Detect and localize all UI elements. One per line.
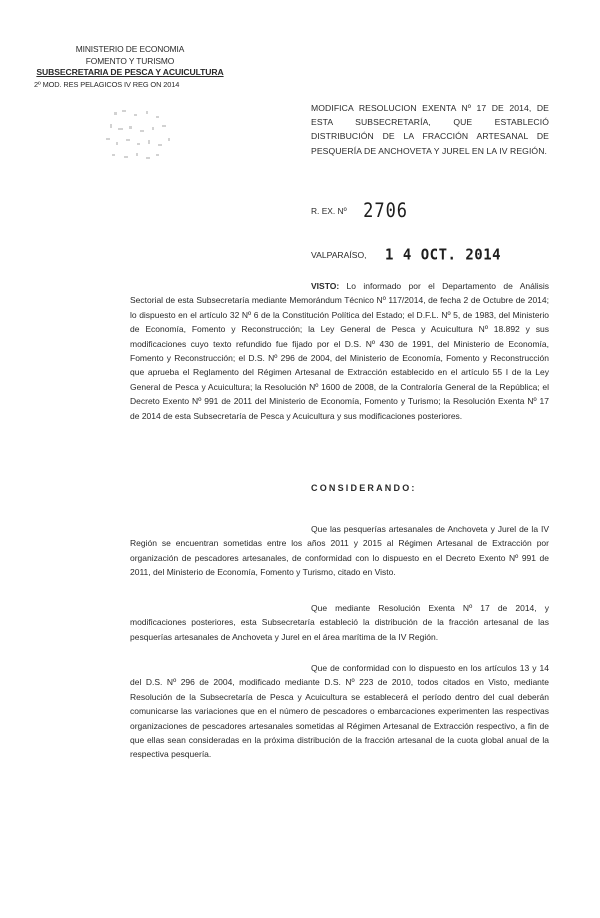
date-stamp: 1 4 OCT. 2014 xyxy=(385,245,502,264)
considerando-paragraph-3-text: Que de conformidad con lo dispuesto en los artículos 13 y 14 del D.S. Nº 296 de 2004, modificado mediante D.S. Nº 223 de 2010, todos citados en Visto, mediante Resolución de la Subsecretaría de Pesca y Acuicultura se establecerá el período dentro del cual deberán comunicarse las variaciones que en el número de pescadores o embarcaciones experimenten las respectivas organizaciones de pescadores artesanales sometidas al Régimen Artesanal de Extracción respectivo, a fin de que ellas sean consideradas en la próxima distribución de la fracción artesanal de la cuota global anual de la respectiva pesquería. xyxy=(130,663,549,760)
considerando-paragraph-2-text: Que mediante Resolución Exenta Nº 17 de 2014, y modificaciones posteriores, esta Subsecretaría estableció la distribución de la fracción artesanal de las pesquerías artesanales de Anchoveta y Jurel en el área marítima de la IV Región. xyxy=(130,603,549,642)
considerando-paragraph-3 xyxy=(130,661,549,762)
visto-label: VISTO: xyxy=(311,281,340,291)
place-date-line xyxy=(311,246,501,264)
resolution-number-label: R. EX. Nº xyxy=(311,206,347,216)
ministry-name: MINISTERIO DE ECONOMIA xyxy=(75,44,185,54)
considerando-paragraph-1-text: Que las pesquerías artesanales de Anchoveta y Jurel de la IV Región se encuentran sometidas entre los años 2011 y 2015 al Régimen Artesanal de Extracción por organización de pescadores artesanales, de conformidad con lo dispuesto en el Decreto Exento Nº 991 de 2011, del Ministerio de Economía, Fomento y Turismo, citado en Visto. xyxy=(130,524,549,578)
ministry-subtitle: FOMENTO Y TURISMO xyxy=(85,55,175,66)
letterhead xyxy=(30,44,230,90)
resolution-subject: MODIFICA RESOLUCION EXENTA Nº 17 DE 2014, DE ESTA SUBSECRETARÍA, QUE ESTABLECIÓ DISTRIBUCIÓN DE LA FRACCIÓN ARTESANAL DE PESQUERÍA DE ANCHOVETA Y JUREL EN LA IV REGIÓN. xyxy=(311,103,549,156)
undersecretariat-name: SUBSECRETARIA DE PESCA Y ACUICULTURA xyxy=(36,67,224,77)
considerando-paragraph-1 xyxy=(130,522,549,580)
considerando-heading: CONSIDERANDO: xyxy=(311,483,417,493)
considerando-paragraph-2 xyxy=(130,601,549,644)
visto-paragraph xyxy=(130,279,549,423)
resolution-number-stamp: 2706 xyxy=(363,199,409,223)
resolution-number-line xyxy=(311,201,408,221)
visto-text: Lo informado por el Departamento de Análisis Sectorial de esta Subsecretaría mediante Memorándum Técnico Nº 117/2014, de fecha 2 de Octubre de 2014; lo dispuesto en el artículo 32 Nº 6 de la Constitución Política del Estado; el D.F.L. Nº 5, de 1983, del Ministerio de Economía, Fomento y Reconstrucción; la Ley General de Pesca y Acuicultura Nº 18.892 y sus modificaciones cuyo texto refundido fue fijado por el D.S. Nº 430 de 1991, del Ministerio de Economía, Fomento y Reconstrucción; el D.S. Nº 296 de 2004, del Ministerio de Economía, Fomento y Reconstrucción que aprueba el Reglamento del Régimen Artesanal de Extracción establecido en el artículo 55 I de la Ley General de Pesca y Acuicultura; la Resolución Nº 1600 de 2008, de la Contraloría General de la República; el Decreto Exento Nº 991 de 2011 del Ministerio de Economía, Fomento y Turismo; la Resolución Exenta Nº 17 de 2014 de esta Subsecretaría de Pesca y Acuicultura y sus modificaciones posteriores. xyxy=(130,281,549,421)
document-reference: 2º MOD. RES PELAGICOS IV REG ON 2014 xyxy=(34,79,180,89)
faded-seal-icon xyxy=(96,108,182,164)
city-label: VALPARAÍSO, xyxy=(311,249,367,260)
